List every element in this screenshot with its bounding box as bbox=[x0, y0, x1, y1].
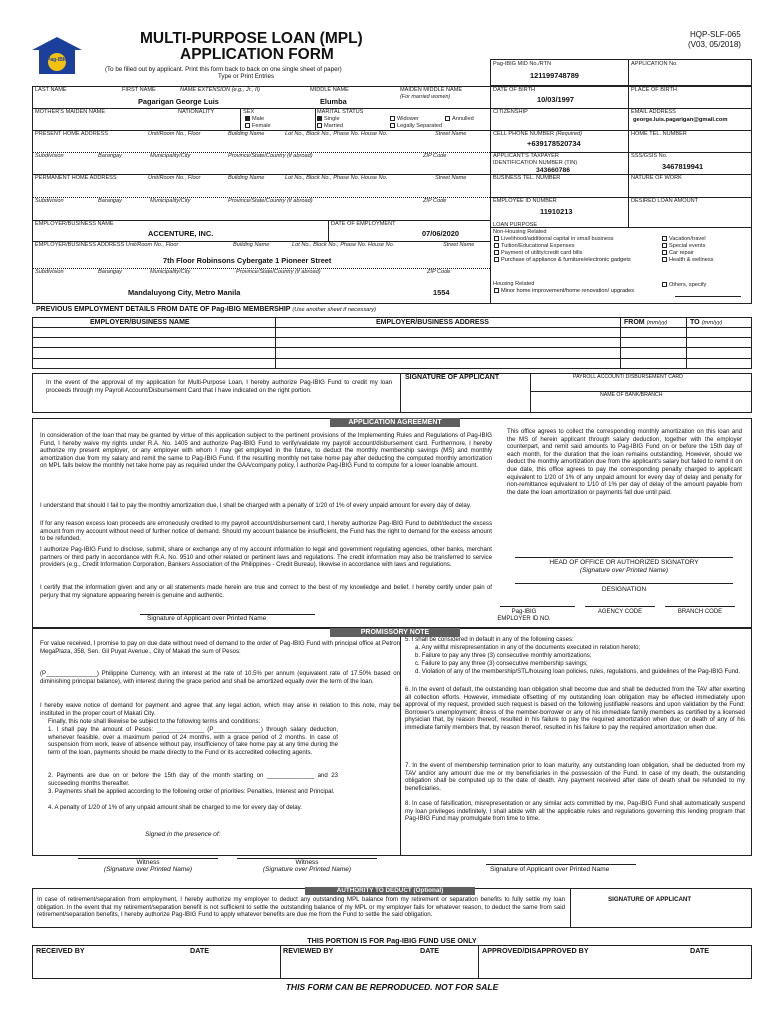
agreement-p3: If for any reason excess loan proceeds are erroneously credited to my payroll account/disbursement card, I hereby authorize Pag-IBIG Fund to debit/deduct the excess amount from my account without need of further notice of demand. Should my account balance be insufficient, the Fund has the right to demand for the excess amount to be refunded. bbox=[40, 520, 492, 543]
prev-col-address: EMPLOYER/BUSINESS ADDRESS bbox=[376, 319, 489, 326]
application-no-label: APPLICATION No. bbox=[631, 61, 678, 67]
marital-widower[interactable]: Widower bbox=[390, 116, 419, 122]
prev-col-from: FROM (mm/yy) bbox=[624, 319, 668, 326]
email-label: EMAIL ADDRESS bbox=[631, 109, 676, 115]
payroll-signature-label: SIGNATURE OF APPLICANT bbox=[405, 374, 500, 381]
non-housing-label: Non-Housing Related bbox=[493, 229, 547, 235]
tuition-checkbox[interactable] bbox=[494, 243, 499, 248]
married-checkbox[interactable] bbox=[317, 123, 322, 128]
loan-purpose-label: LOAN PURPOSE bbox=[493, 222, 538, 228]
full-name-value[interactable]: Pagarigan George Luis bbox=[138, 97, 219, 106]
present-street-label: Street Name bbox=[435, 131, 467, 137]
agreement-applicant-signature: Signature of Applicant over Printed Name bbox=[147, 615, 267, 622]
purpose-vacation[interactable]: Vacation/travel bbox=[662, 236, 706, 242]
default-item-5: 5. I shall be considered in default in any of the following cases: bbox=[405, 636, 574, 643]
permanent-province-label: Province/State/Country (if abroad) bbox=[228, 198, 313, 204]
mother-maiden-label: MOTHER'S MAIDEN NAME bbox=[35, 109, 106, 115]
head-signatory-sub: (Signature over Printed Name) bbox=[579, 567, 669, 574]
form-title-line1: MULTI-PURPOSE LOAN (MPL) bbox=[140, 30, 363, 47]
maiden-note: (For married women) bbox=[400, 94, 451, 100]
permanent-building-label: Building Name bbox=[228, 175, 265, 181]
purpose-home-improvement[interactable]: Minor home improvement/home renovation/ upgrades bbox=[494, 288, 644, 294]
promissory-item-4: 4. A penalty of 1/20 of 1% of any unpaid amount shall be charged to me for every day of delay. bbox=[48, 804, 302, 811]
widower-checkbox[interactable] bbox=[390, 116, 395, 121]
form-version: (V03, 05/2018) bbox=[688, 40, 741, 49]
purpose-car-repair[interactable]: Car repair bbox=[662, 250, 694, 256]
present-building-label: Building Name bbox=[228, 131, 265, 137]
first-name-label: FIRST NAME bbox=[122, 87, 156, 93]
permanent-barangay-label: Barangay bbox=[98, 198, 122, 204]
permanent-unit-label: Unit/Room No., Floor bbox=[148, 175, 201, 181]
sex-male[interactable]: Male bbox=[245, 116, 264, 122]
middle-name-value[interactable]: Elumba bbox=[320, 97, 347, 106]
agreement-p1: In consideration of the loan that may be granted by virtue of this application subject to the pertinent provisions of the Implementing Rules and Regulations of Pag-IBIG Fund, I hereby waive my rights under R.A. No. 1405 and authorize Pag-IBIG Fund to verify/validate my payroll account/disbursement card. Furthermore, I hereby authorize my present employer, or any employer with whom I may get employed in the future, to deduct the monthly membership savings (MS) and monthly amortization due from my salary and remit the same to Pag-IBIG Fund. If the resulting monthly net take home pay after deducting the computed monthly amortization on MPL falls below the monthly net take home pay as required under the GAA/company policy, I authorize Pag-IBIG Fund to compute for a lower loanable amount. bbox=[40, 432, 492, 470]
purpose-others[interactable]: Others, specify bbox=[662, 282, 706, 288]
citizenship-label: CITIZENSHIP bbox=[493, 109, 528, 115]
witness-2-sub: (Signature over Printed Name) bbox=[262, 866, 352, 873]
female-checkbox[interactable] bbox=[245, 123, 250, 128]
business-tel-label: BUSINESS TEL. NUMBER bbox=[493, 175, 561, 181]
purpose-special-events[interactable]: Special events bbox=[662, 243, 705, 249]
name-extension-label: NAME EXTENSION (e.g., Jr., II) bbox=[180, 87, 260, 93]
authority-text: In case of retirement/separation from employment, I hereby authorize my employer to deduct any outstanding MPL balance from my retirement or separation benefits to fully settle my loan obligation. In the event that my retirement/separation benefit is not sufficient to settle the outstanding balance of my MPL or my employer fails for whatever reason, to deduct the same from said retirement/separation benefits, I hereby authorize Pag-IBIG Fund to apply whatever benefits are due me from the Fund to settle the said obligation. bbox=[37, 896, 565, 919]
middle-name-label: MIDDLE NAME bbox=[310, 87, 349, 93]
cellphone-label: CELL PHONE NUMBER (Required) bbox=[493, 131, 583, 137]
marital-single[interactable]: Single bbox=[317, 116, 340, 122]
employer-name-label: EMPLOYER/BUSINESS NAME bbox=[35, 221, 114, 227]
mid-label: Pag-IBIG MID No./RTN bbox=[493, 61, 552, 67]
logo-text: Pag-IBIG bbox=[47, 57, 69, 63]
employer-barangay-label: Barangay bbox=[98, 269, 122, 275]
present-address-label: PRESENT HOME ADDRESS bbox=[35, 131, 108, 137]
employer-zip-label: ZIP Code bbox=[427, 269, 451, 275]
purpose-tuition[interactable]: Tuition/Educational Expenses bbox=[494, 243, 575, 249]
single-checkbox[interactable] bbox=[317, 116, 322, 121]
agreement-p2: I understand that should I fail to pay the monthly amortization due, I shall be charged with a penalty of 1/20 of 1% of every unpaid amount for every day of delay. bbox=[40, 502, 472, 509]
present-lot-label: Lot No., Block No., Phase No. House No. bbox=[285, 131, 388, 137]
employer-address-label: EMPLOYER/BUSINESS ADDRESS Unit/Room No., Floor bbox=[35, 242, 179, 248]
default-item-d: d. Violation of any of the membership/STL/housing loan policies, rules, regulations, and guidelines of the Pag-IBIG Fund. bbox=[415, 668, 741, 675]
prev-col-name: EMPLOYER/BUSINESS NAME bbox=[90, 319, 190, 326]
promissory-p1: For value received, I promise to pay on due date without need of demand to the order of Pag-IBIG Fund with principal office at Petron MegaPlaza, 358, Sen. Gil Puyat Avenue., City of Makati the sum of Pesos: bbox=[40, 640, 400, 655]
nationality-label: NATIONALITY bbox=[178, 109, 215, 115]
purpose-utility[interactable]: Payment of utility/credit card bills bbox=[494, 250, 582, 256]
purpose-health[interactable]: Health & wellness bbox=[662, 257, 713, 263]
vacation-checkbox[interactable] bbox=[662, 236, 667, 241]
sss-value[interactable]: 3467819941 bbox=[662, 162, 704, 171]
witness-2-label: Witness bbox=[295, 859, 319, 866]
promissory-p4: Finally, this note shall likewise be subject to the following terms and conditions: bbox=[48, 718, 261, 725]
authority-title: AUTHORITY TO DEDUCT (Optional) bbox=[305, 887, 475, 895]
approved-by-label: APPROVED/DISAPPROVED BY bbox=[482, 946, 589, 955]
employer-lot-label: Lot No., Block No., Phase No. House No. bbox=[292, 242, 395, 248]
signed-presence-label: Signed in the presence of: bbox=[145, 831, 221, 838]
payroll-authorization-text: In the event of the approval of my application for Multi-Purpose Loan, I hereby authorize Pag-IBIG Fund to credit my loan proceeds through my Payroll Account/Disbursement Card that I have indicated on the right portion. bbox=[46, 379, 392, 394]
employer-id-label: Pag-IBIG EMPLOYER ID NO. bbox=[497, 609, 551, 622]
form-instructions: (To be filled out by applicant. Print this form back to back on one single sheet of paper) bbox=[105, 66, 342, 73]
dob-label: DATE OF BIRTH bbox=[493, 87, 536, 93]
form-instructions-2: Type or Print Entries bbox=[218, 73, 275, 80]
default-item-b: b. Failure to pay any three (3) consecutive monthly amortizations; bbox=[415, 652, 592, 659]
last-name-label: LAST NAME bbox=[35, 87, 67, 93]
default-item-a: a. Any willful misrepresentation in any of the documents executed in relation hereto; bbox=[415, 644, 641, 651]
designation-label: DESIGNATION bbox=[601, 586, 647, 593]
utility-checkbox[interactable] bbox=[494, 250, 499, 255]
received-date-label: DATE bbox=[190, 946, 210, 955]
mid-value[interactable]: 121199748789 bbox=[530, 71, 579, 80]
others-checkbox[interactable] bbox=[662, 282, 667, 287]
form-code: HQP-SLF-065 bbox=[690, 30, 741, 39]
witness-1-sub: (Signature over Printed Name) bbox=[103, 866, 193, 873]
email-value[interactable]: george.luis.pagarigan@gmail.com bbox=[633, 117, 728, 123]
reviewed-by-label: REVIEWED BY bbox=[283, 946, 334, 955]
promissory-title: PROMISSORY NOTE bbox=[330, 628, 460, 637]
maiden-middle-label: MAIDEN MIDDLE NAME bbox=[400, 87, 463, 93]
default-item-c: c. Failure to pay any three (3) consecutive membership savings; bbox=[415, 660, 588, 667]
employer-name-value[interactable]: ACCENTURE, INC. bbox=[148, 229, 214, 238]
housing-label: Housing Related bbox=[493, 281, 535, 287]
marital-separated[interactable]: Legally Separated bbox=[390, 123, 442, 129]
annulled-checkbox[interactable] bbox=[445, 116, 450, 121]
promissory-item-1: 1. I shall pay the amount of Pesos: ______________ (P______________) through salary deduction, whenever feasible, over a maximum period of 24 months, with a grace period of 2 months. In case of suspension from work, leave of absence without pay, insufficiency of take home pay at any time during the term of the loan, payments should be made directly to the Fund or its accredited collecting agents. bbox=[48, 726, 338, 756]
purpose-appliance[interactable]: Purchase of appliance & furniture/electronic gadgets bbox=[494, 257, 654, 263]
purpose-livelihood[interactable]: Livelihood/additional capital in small business bbox=[494, 236, 614, 242]
present-zip-label: ZIP Code bbox=[423, 153, 447, 159]
home-tel-label: HOME TEL. NUMBER bbox=[631, 131, 687, 137]
separated-checkbox[interactable] bbox=[390, 123, 395, 128]
employer-street-label: Street Name bbox=[443, 242, 475, 248]
nature-work-label: NATURE OF WORK bbox=[631, 175, 682, 181]
sss-label: SSS/GSIS No. bbox=[631, 153, 668, 159]
permanent-address-label: PERMANENT HOME ADDRESS bbox=[35, 175, 117, 181]
default-item-6: 6. In the event of default, the outstanding loan obligation shall become due and shall be deducted from the TAV after exerting all collection efforts. However, immediate offsetting of my outstanding loan obligation may be effected immediately upon approval of my request, provided such request is based on the following justifiable reasons and upon validation by the Fund: Borrower's unemployment; illness of the member-borrower or any of his immediate family members as certified by a licensed physician that, by reason thereof, resulted in his failure to pay the required amortization when due; or death of any of his immediate family members that, by reason thereof, resulted in his failure to pay the required amortization when due. bbox=[405, 686, 745, 731]
tin-label-1: APPLICANT'S TAXPAYER bbox=[493, 153, 559, 159]
reviewed-date-label: DATE bbox=[420, 946, 440, 955]
permanent-lot-label: Lot No., Block No., Phase No. House No. bbox=[285, 175, 388, 181]
previous-employment-title: PREVIOUS EMPLOYMENT DETAILS FROM DATE OF Pag-IBIG MEMBERSHIP (Use another sheet if necessary) bbox=[36, 306, 377, 313]
promissory-p3: I hereby waive notice of demand for payment and agree that any legal action, which may arise in relation to this note, may be instituted in the proper court of Makati City. bbox=[40, 702, 400, 717]
promissory-p2: (P_______________) Philippine Currency, with an interest at the rate of 10.5% per annum (equivalent rate of 17.50% based on diminishing principal balance), with interest during the grace period and shall be amortized equally over the term of the loan. bbox=[40, 670, 400, 685]
appliance-checkbox[interactable] bbox=[494, 257, 499, 262]
permanent-subdivision-label: Subdivision bbox=[35, 198, 64, 204]
present-unit-label: Unit/Room No., Floor bbox=[148, 131, 201, 137]
male-checkbox[interactable] bbox=[245, 116, 250, 121]
agreement-title: APPLICATION AGREEMENT bbox=[330, 418, 460, 427]
health-checkbox[interactable] bbox=[662, 257, 667, 262]
employer-address-value[interactable]: 7th Floor Robinsons Cybergate 1 Pioneer Street bbox=[163, 256, 332, 265]
tin-value[interactable]: 343660786 bbox=[536, 167, 571, 174]
sex-label: SEX bbox=[243, 109, 255, 115]
place-of-birth-label: PLACE OF BIRTH bbox=[631, 87, 677, 93]
agreement-p4: I authorize Pag-IBIG Fund to disclose, submit, share or exchange any of my account information to legal and government regulating agencies, other banks, merchant partners or third party in accordance with R.A. No. 9510 and other related or pertinent laws and regulations. The credit information may also be transferred to service providers (e.g., Credit Information Corporation, Bankers Association of the Philippines - Credit Bureau), likewise in accordance with laws and regulations. bbox=[40, 546, 492, 569]
agency-code-label: AGENCY CODE bbox=[597, 609, 643, 615]
default-item-7: 7. In the event of membership termination prior to loan maturity, any outstanding loan obligation, shall be deducted from my TAV and/or any amount due me or my beneficiaries in the possession of the Fund. In case of my death, the outstanding obligation shall be computed up to the date of death. Any payment received after date of death shall be refunded to my beneficiaries. bbox=[405, 762, 745, 792]
permanent-street-label: Street Name bbox=[435, 175, 467, 181]
agreement-p5: I certify that the information given and any or all statements made herein are true and correct to the best of my knowledge and belief. I hereby certify under pain of perjury that my signature appearing herein is genuine and authentic. bbox=[40, 584, 492, 599]
employer-province-label: Province/State/Country (if abroad) bbox=[236, 269, 321, 275]
received-by-label: RECEIVED BY bbox=[36, 946, 85, 955]
default-item-8: 8. In case of falsification, misrepresentation or any similar acts committed by me, Pag-IBIG Fund shall automatically suspend my loan privileges indefinitely. I shall abide with all the applicable rules and regulations governing this lending program that Pag-IBIG Fund may promulgate from time to time. bbox=[405, 800, 745, 823]
employer-zip-value[interactable]: 1554 bbox=[433, 288, 450, 297]
permanent-municipality-label: Municipality/City bbox=[150, 198, 191, 204]
employee-id-label: EMPLOYEE ID NUMBER bbox=[493, 198, 557, 204]
marital-annulled[interactable]: Annulled bbox=[445, 116, 474, 122]
branch-code-label: BRANCH CODE bbox=[677, 609, 723, 615]
promissory-item-2: 2. Payments are due on or before the 15th day of the month starting on ______________ and 23 succeeding months thereafter. bbox=[48, 772, 338, 787]
employer-agreement-text: This office agrees to collect the corresponding monthly amortization on this loan and the MS of herein applicant through salary deduction, together with the employer counterpart, and remit said amounts to Pag-IBIG Fund on or before the 15th day of each month, for the duration that the loan remains outstanding. However, should we deduct the monthly amortization due from the applicant's salary but failed to remit it on due date, this office agrees to pay the corresponding penalty charged to applicant equivalent to 1/20 of 1% of any unpaid amount for every day of delay and penalty for non-remittance equivalent to 1/10 of 1% per day of delay of the amount payable from the date the loan amortization or payments fall due until paid. bbox=[507, 428, 742, 496]
witness-1-label: Witness bbox=[136, 859, 160, 866]
home-improvement-checkbox[interactable] bbox=[494, 288, 499, 293]
pagibig-logo bbox=[30, 36, 84, 76]
bank-branch-label: NAME OF BANK/BRANCH bbox=[600, 392, 663, 398]
employer-subdivision-label: Subdivision bbox=[35, 269, 64, 275]
form-title-line2: APPLICATION FORM bbox=[180, 46, 334, 63]
permanent-zip-label: ZIP Code bbox=[423, 198, 447, 204]
tin-label-2: IDENTIFICATION NUMBER (TIN) bbox=[493, 160, 578, 166]
marital-status-label: MARITAL STATUS bbox=[317, 109, 364, 115]
employee-id-value[interactable]: 11910213 bbox=[540, 207, 573, 216]
head-signatory-label: HEAD OF OFFICE OR AUTHORIZED SIGNATORY bbox=[549, 559, 699, 566]
employer-building-label: Building Name bbox=[233, 242, 270, 248]
promissory-applicant-signature: Signature of Applicant over Printed Name bbox=[490, 866, 610, 873]
employment-date-label: DATE OF EMPLOYMENT bbox=[331, 221, 396, 227]
fund-use-title: THIS PORTION IS FOR Pag-IBIG FUND USE ONLY bbox=[307, 936, 477, 945]
sex-female[interactable]: Female bbox=[245, 123, 271, 129]
present-province-label: Province/State/Country (if abroad) bbox=[228, 153, 313, 159]
fund-use-table bbox=[32, 945, 752, 979]
employment-date-value[interactable]: 07/06/2020 bbox=[422, 229, 459, 238]
present-subdivision-label: Subdivision bbox=[35, 153, 64, 159]
footer-note: THIS FORM CAN BE REPRODUCED. NOT FOR SALE bbox=[285, 982, 499, 992]
dob-value[interactable]: 10/03/1997 bbox=[537, 95, 574, 104]
desired-loan-label: DESIRED LOAN AMOUNT bbox=[631, 198, 699, 204]
payroll-card-label: PAYROLL ACCOUNT/ DISBURSEMENT CARD bbox=[573, 374, 683, 380]
cellphone-value[interactable]: +639178520734 bbox=[527, 139, 581, 148]
authority-signature-label: SIGNATURE OF APPLICANT bbox=[608, 896, 692, 903]
employer-municipality-label: Municipality/City bbox=[150, 269, 191, 275]
prev-col-to: TO (mm/yy) bbox=[690, 319, 723, 326]
livelihood-checkbox[interactable] bbox=[494, 236, 499, 241]
special-events-checkbox[interactable] bbox=[662, 243, 667, 248]
present-municipality-label: Municipality/City bbox=[150, 153, 191, 159]
car-repair-checkbox[interactable] bbox=[662, 250, 667, 255]
present-barangay-label: Barangay bbox=[98, 153, 122, 159]
marital-married[interactable]: Married bbox=[317, 123, 343, 129]
promissory-item-3: 3. Payments shall be applied according to the following order of priorities: Penalties, Interest and Principal. bbox=[48, 788, 335, 795]
approved-date-label: DATE bbox=[690, 946, 710, 955]
employer-city-value[interactable]: Mandaluyong City, Metro Manila bbox=[128, 288, 241, 297]
